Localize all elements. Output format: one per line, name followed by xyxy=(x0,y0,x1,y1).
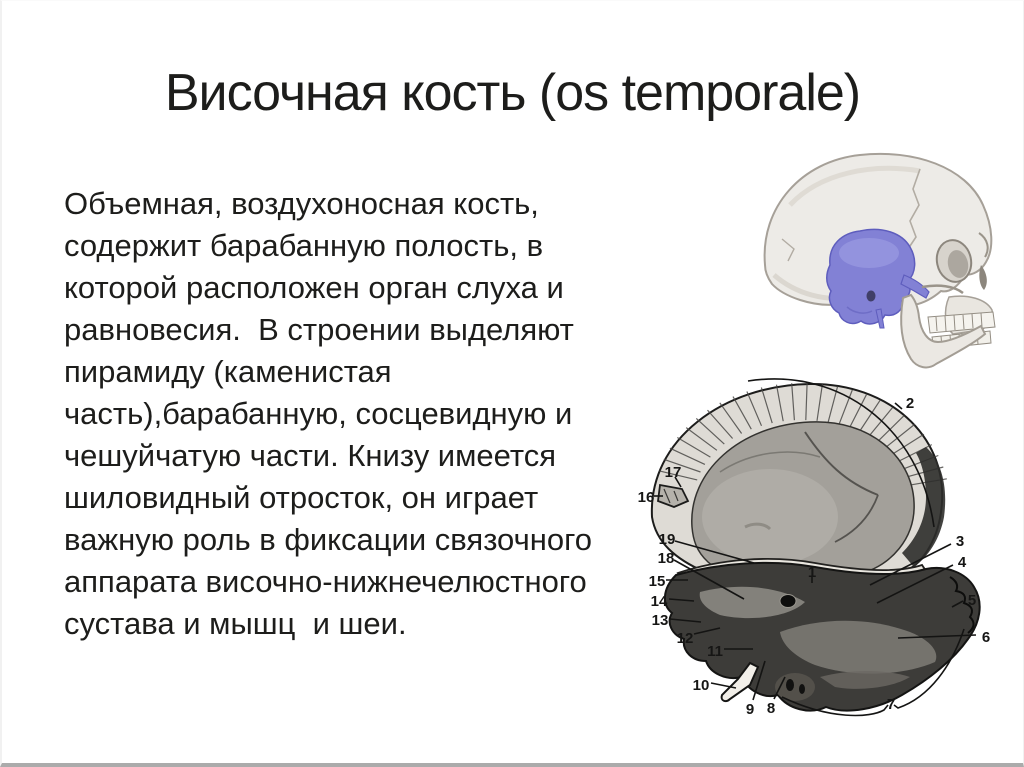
description-line: содержит барабанную полость, в xyxy=(64,228,544,263)
diagram-label-5: 5 xyxy=(967,592,977,609)
description-line: часть),барабанную, сосцевидную и xyxy=(64,396,573,431)
nasal-aperture xyxy=(979,265,987,290)
diagram-label-10: 10 xyxy=(692,677,710,694)
diagram-label-1: 1 xyxy=(807,564,817,581)
diagram-label-18: 18 xyxy=(657,550,675,567)
diagram-label-14: 14 xyxy=(650,593,668,610)
description-line: сустава и мышц и шеи. xyxy=(64,606,407,641)
temporal-bone-diagram xyxy=(630,377,1024,747)
description-line: Объемная, воздухоносная кость, xyxy=(64,186,539,221)
description-line: чешуйчатую части. Книзу имеется xyxy=(64,438,557,473)
description-line: аппарата височно-нижнечелюстного xyxy=(64,564,587,599)
diagram-label-17: 17 xyxy=(664,464,682,481)
diagram-label-11: 11 xyxy=(707,643,723,660)
skull-figure xyxy=(752,147,1010,381)
diagram-label-7: 7 xyxy=(886,696,896,713)
description-line: равновесия. В строении выделяют xyxy=(64,312,574,347)
diagram-label-16: 16 xyxy=(637,489,655,506)
squama xyxy=(652,383,947,585)
diagram-label-13: 13 xyxy=(651,612,669,629)
diagram-label-4: 4 xyxy=(957,554,967,571)
description-line: пирамиду (каменистая xyxy=(64,354,392,389)
description-line: которой расположен орган слуха и xyxy=(64,270,564,305)
diagram-label-12: 12 xyxy=(676,630,694,647)
description-line: важную роль в фиксации связочного xyxy=(64,522,592,557)
upper-teeth xyxy=(928,312,995,333)
page-title: Височная кость (os temporale) xyxy=(164,64,861,122)
diagram-label-8: 8 xyxy=(766,700,776,717)
diagram-label-2: 2 xyxy=(905,395,915,412)
description-text xyxy=(64,183,639,645)
description-line: шиловидный отросток, он играет xyxy=(64,480,539,515)
ear-canal xyxy=(867,291,876,302)
diagram-label-3: 3 xyxy=(955,533,965,550)
diagram-label-15: 15 xyxy=(648,573,666,590)
internal-acoustic-meatus xyxy=(780,595,796,608)
diagram-label-9: 9 xyxy=(745,701,755,718)
diagram-label-6: 6 xyxy=(981,629,991,646)
diagram-label-19: 19 xyxy=(658,531,676,548)
